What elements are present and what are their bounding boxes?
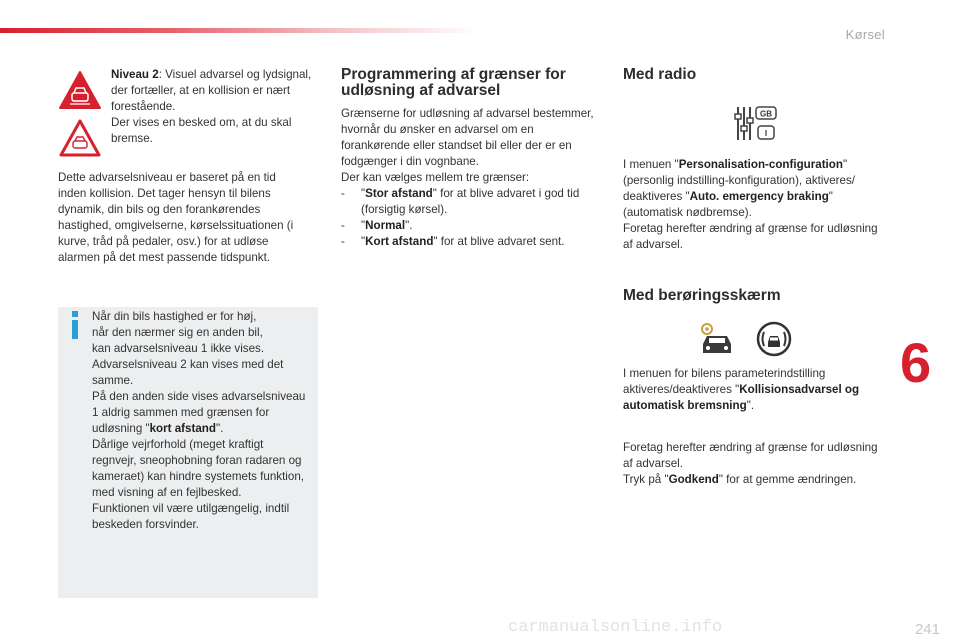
- radio-gb-label: GB: [760, 109, 772, 119]
- section-title: Kørsel: [845, 27, 885, 42]
- niveau-2-text-2: Der vises en besked om, at du skal bremse.: [111, 116, 292, 145]
- threshold-item: - "Stor afstand" for at blive advaret i god tid (forsigtig kørsel).: [341, 187, 580, 216]
- threshold-item: - "Normal".: [341, 219, 413, 232]
- info-line: Dårlige vejrforhold (meget kraftigt regnvejr, sneophobning foran radaren og kameraet) kan hindre systemets funktion, med visning af en fejlbesked.: [92, 438, 305, 499]
- info-line: Advarselsniveau 2 kan vises med det samme.: [92, 358, 284, 387]
- touchscreen-heading: Med berøringsskærm: [623, 287, 781, 304]
- info-icon: [68, 311, 82, 341]
- chapter-tab-number: 6: [900, 331, 932, 394]
- programming-body: [341, 106, 599, 250]
- timing-paragraph: Dette advarselsniveau er baseret på en tid inden kollision. Det tager hensyn til bilens dynamik, din bils og den forankørendes hastighed, omgivelserne, kørselssituationen (i kurve, tråd på pedaler, osv.) for at udløse alarmen på det mest passende tidspunkt.: [58, 171, 294, 264]
- radio-heading: Med radio: [623, 66, 697, 83]
- programming-heading: Programmering af grænser for udløsning af advarsel: [341, 66, 566, 99]
- touchscreen-instructions: I menuen for bilens parameterindstilling aktiveres/deaktiveres "Kollisionsadvarsel og automatisk bremsning".: [623, 367, 860, 412]
- info-line: ".: [215, 422, 224, 435]
- collision-warning-filled-icon: [58, 70, 102, 110]
- info-line: kan advarselsniveau 1 ikke vises.: [92, 342, 265, 355]
- header-accent-bar: [0, 28, 480, 33]
- radio-i-label: I: [764, 129, 768, 138]
- page-number: 241: [914, 621, 940, 638]
- collision-alert-icon: [755, 320, 793, 358]
- threshold-item: - "Kort afstand" for at blive advaret sent.: [341, 235, 565, 248]
- info-line: når den nærmer sig en anden bil,: [92, 326, 263, 339]
- programming-intro: Grænserne for udløsning af advarsel bestemmer, hvornår du ønsker en advarsel om en forankørende eller standset bil eller der er en fodgænger i din vognbane.: [341, 107, 594, 168]
- touchscreen-instructions-2: Foretag herefter ændring af grænse for udløsning af advarsel. Tryk på "Godkend" for at gemme ændringen.: [623, 441, 878, 486]
- info-line: Funktionen vil være utilgængelig, indtil beskeden forsvinder.: [92, 502, 290, 531]
- niveau-2-description: [111, 67, 321, 147]
- niveau-2-title: Niveau 2: [111, 68, 159, 81]
- niveau-2-text: : Visuel advarsel og lydsignal, der fortæller, at en kollision er nært forestående.: [111, 68, 312, 113]
- info-box: [58, 307, 318, 598]
- radio-settings-icon: [733, 104, 781, 144]
- programming-choose: Der kan vælges mellem tre grænser:: [341, 171, 530, 184]
- info-text: [92, 309, 310, 533]
- info-bold: kort afstand: [149, 422, 216, 435]
- car-settings-icon: [697, 320, 737, 358]
- info-line: Når din bils hastighed er for høj,: [92, 310, 257, 323]
- radio-instructions: I menuen "Personalisation-configuration" (personlig indstilling-konfiguration), aktiveres/ deaktiveres "Auto. emergency braking" (automatisk nødbremse). Foretag herefter ændring af grænse for udløsning af advarsel.: [623, 158, 878, 251]
- info-line: På den anden side vises advarselsniveau 1 aldrig sammen med grænsen for udløsning ": [92, 390, 306, 435]
- collision-warning-outline-icon: [58, 118, 102, 158]
- watermark: carmanualsonline.info: [508, 618, 723, 637]
